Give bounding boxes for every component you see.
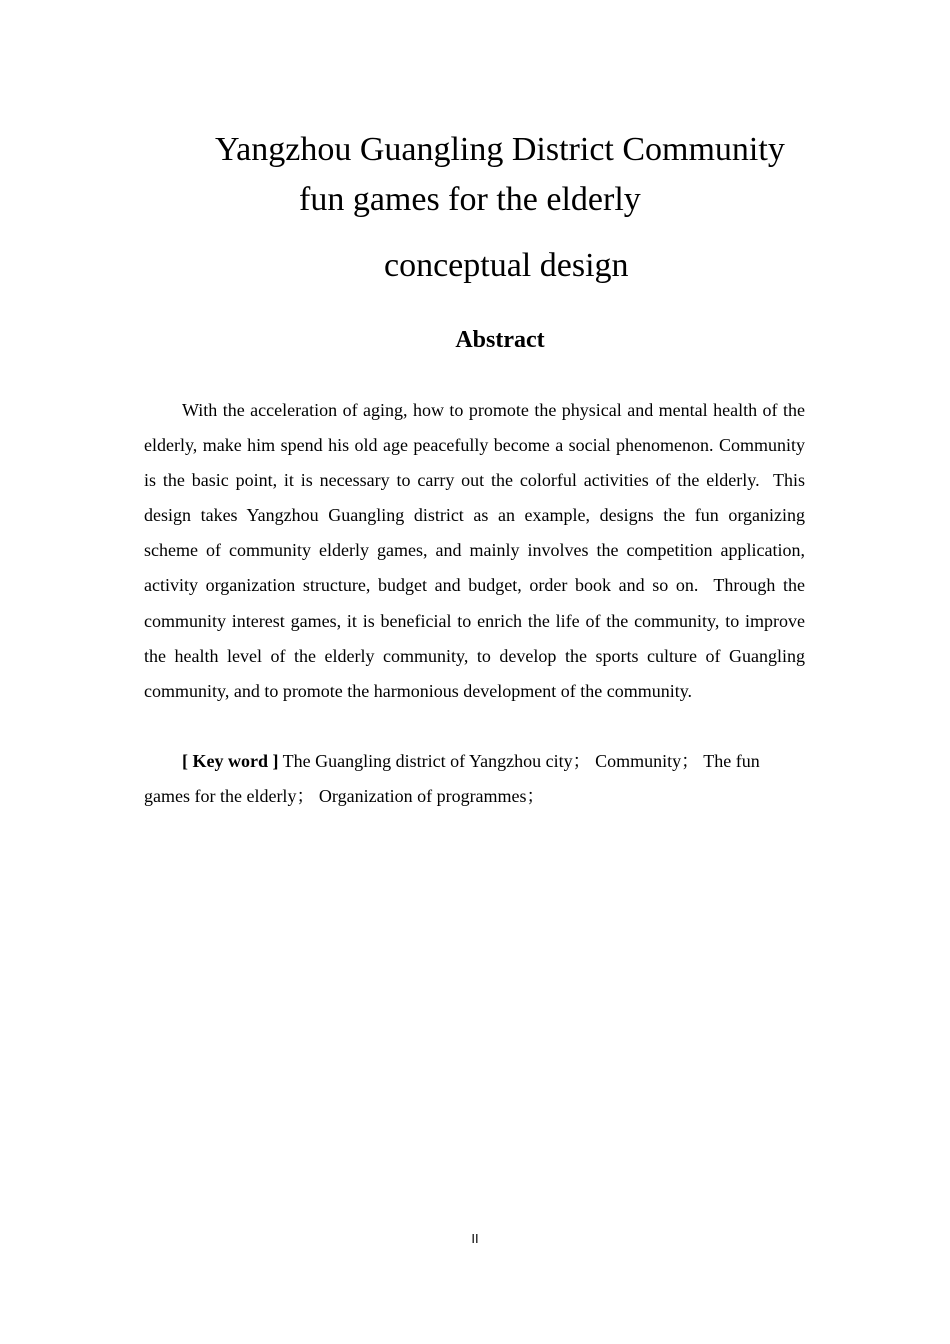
keywords-text: The Guangling district of Yangzhou city； Community； The fun games for the elderly； Organization of programmes； — [144, 751, 760, 806]
keywords-paragraph — [144, 744, 805, 814]
document-title-line-2: fun games for the elderly — [299, 181, 641, 218]
abstract-paragraph: With the acceleration of aging, how to promote the physical and mental health of the elderly, make him spend his old age peacefully become a social phenomenon. Community is the basic point, it is necessary to carry out the colorful activities of the elderly. This design takes Yangzhou Guangling district as an example, designs the fun organizing scheme of community elderly games, and mainly involves the competition application, activity organization structure, budget and budget, order book and so on. Through the community interest games, it is beneficial to enrich the life of the community, to improve the health level of the elderly community, to develop the sports culture of Guangling community, and to promote the harmonious development of the community. — [144, 400, 805, 701]
keywords-label: [ Key word ] — [182, 751, 279, 771]
abstract-heading: Abstract — [455, 327, 545, 353]
document-title-line-3: conceptual design — [384, 247, 629, 284]
document-title-line-1: Yangzhou Guangling District Community — [215, 131, 785, 168]
page-number: II — [471, 1231, 479, 1246]
